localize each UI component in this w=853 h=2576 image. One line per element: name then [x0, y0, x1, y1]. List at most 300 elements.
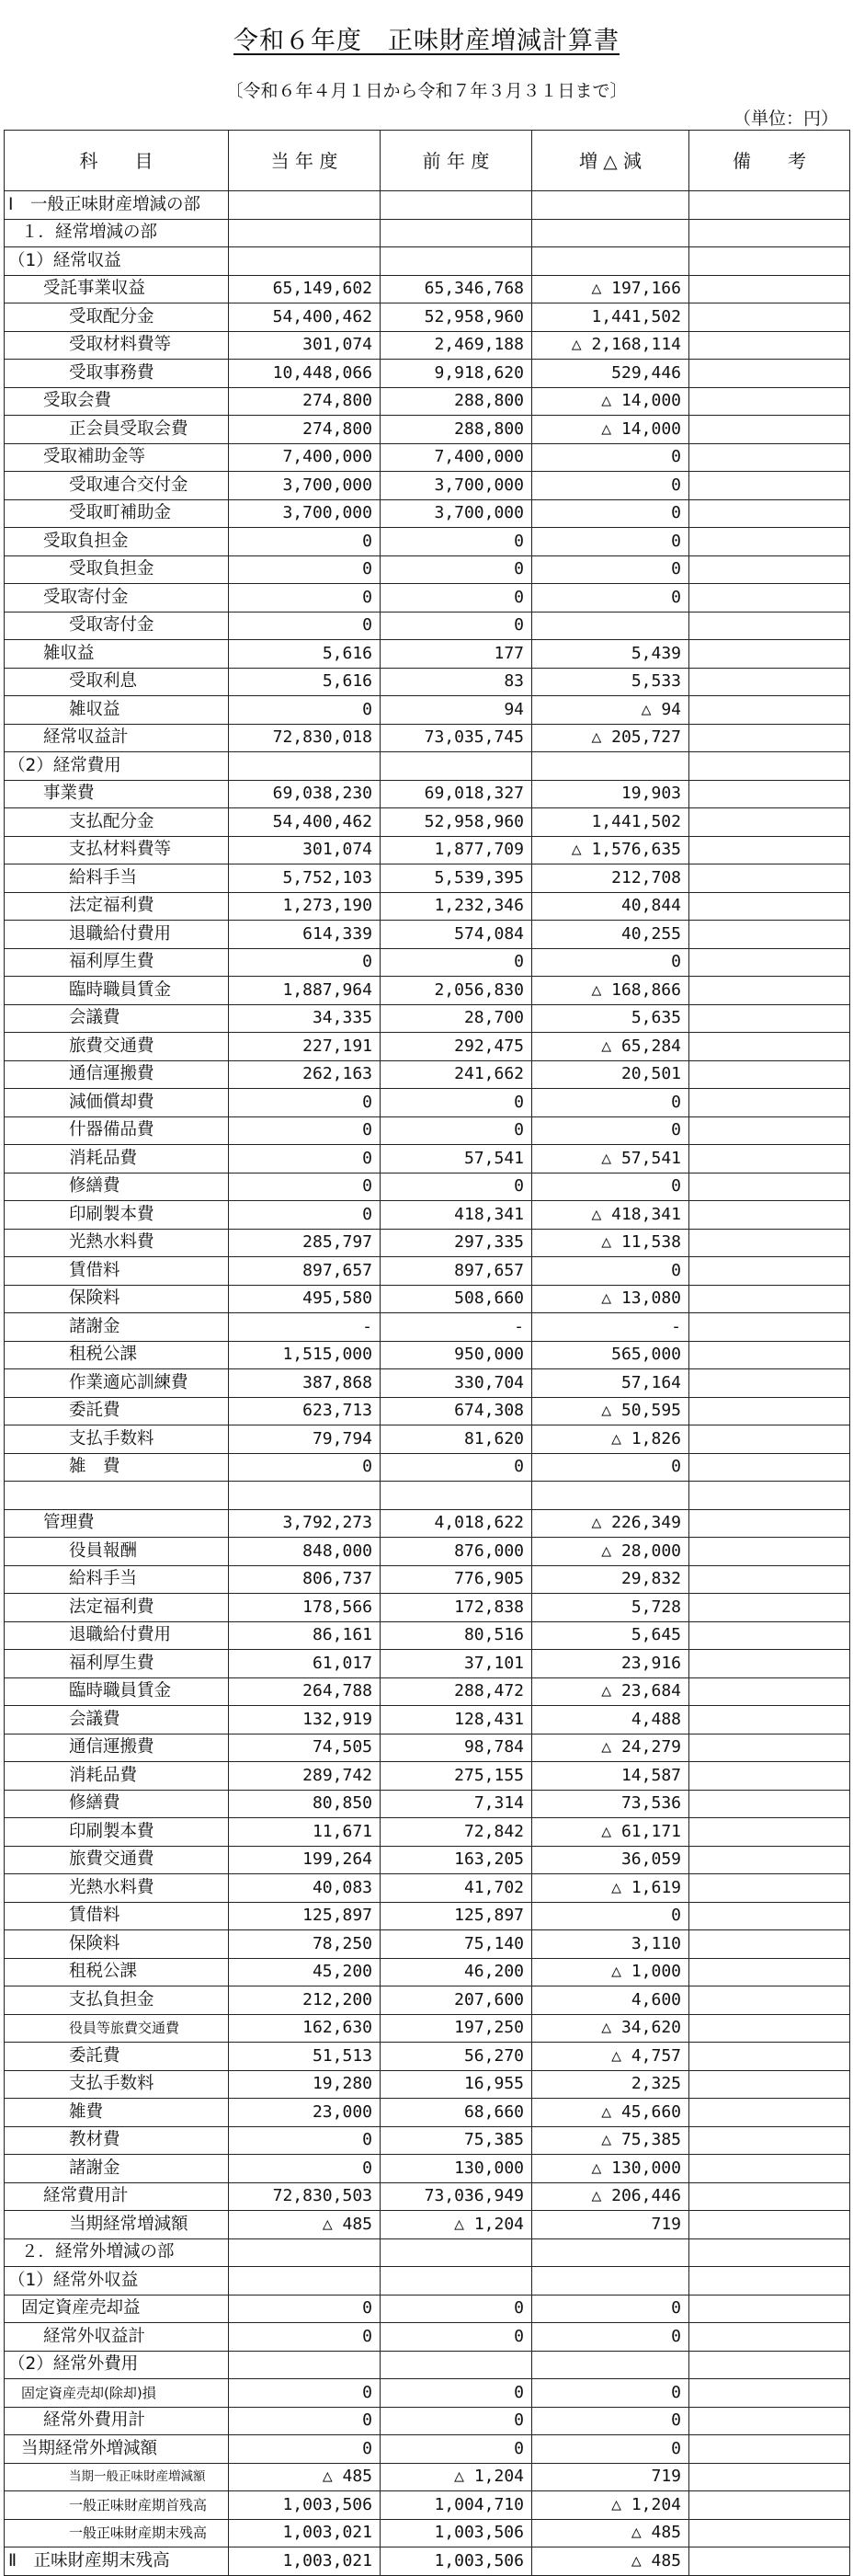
table-row — [5, 612, 850, 640]
remarks-cell — [689, 1313, 850, 1342]
change-cell: △ 1,000 — [532, 1958, 689, 1986]
current-year-cell — [229, 219, 381, 247]
remarks-cell — [689, 555, 850, 584]
current-year-cell: 0 — [229, 2379, 381, 2408]
account-cell: 雑 費 — [5, 1453, 229, 1482]
change-cell: 0 — [532, 2295, 689, 2323]
account-cell: （2）経常費用 — [5, 752, 229, 781]
remarks-cell — [689, 1482, 850, 1510]
remarks-cell — [689, 247, 850, 276]
change-cell: 5,645 — [532, 1621, 689, 1650]
unit-label: （単位：円） — [733, 109, 838, 129]
change-cell: △ 485 — [532, 2547, 689, 2576]
remarks-cell — [689, 1706, 850, 1735]
table-row — [5, 2407, 850, 2435]
current-year-cell: 5,752,103 — [229, 864, 381, 893]
previous-year-cell: 0 — [381, 528, 532, 556]
account-cell: 受取配分金 — [5, 303, 229, 332]
previous-year-cell: 330,704 — [381, 1369, 532, 1398]
previous-year-cell: 288,800 — [381, 387, 532, 416]
remarks-cell — [689, 808, 850, 837]
change-cell — [532, 752, 689, 781]
table-row — [5, 247, 850, 276]
previous-year-cell: 776,905 — [381, 1565, 532, 1594]
change-cell: △ 28,000 — [532, 1538, 689, 1566]
remarks-cell — [689, 2463, 850, 2491]
table-row — [5, 2238, 850, 2267]
table-row — [5, 2491, 850, 2520]
remarks-cell — [689, 1538, 850, 1566]
table-row — [5, 1538, 850, 1566]
change-cell: 0 — [532, 1902, 689, 1930]
header-current-year: 当 年 度 — [229, 131, 381, 191]
remarks-cell — [689, 2435, 850, 2464]
table-row — [5, 1369, 850, 1398]
previous-year-cell: 73,036,949 — [381, 2182, 532, 2211]
change-cell: △ 61,171 — [532, 1818, 689, 1847]
remarks-cell — [689, 1677, 850, 1706]
change-cell: △ 13,080 — [532, 1285, 689, 1313]
account-cell: 一般正味財産期首残高 — [5, 2491, 229, 2520]
change-cell — [532, 191, 689, 220]
account-cell: 修繕費 — [5, 1790, 229, 1818]
change-cell: △ 24,279 — [532, 1734, 689, 1762]
change-cell: - — [532, 1313, 689, 1342]
previous-year-cell: 1,004,710 — [381, 2491, 532, 2520]
table-row — [5, 2351, 850, 2379]
table-row — [5, 1650, 850, 1678]
account-cell — [5, 1482, 229, 1510]
account-cell: 経常外費用計 — [5, 2407, 229, 2435]
remarks-cell — [689, 2491, 850, 2520]
current-year-cell: - — [229, 1313, 381, 1342]
account-cell: 委託費 — [5, 1397, 229, 1425]
account-cell: 通信運搬費 — [5, 1734, 229, 1762]
change-cell: △ 23,684 — [532, 1677, 689, 1706]
table-body — [5, 191, 850, 2576]
remarks-cell — [689, 275, 850, 303]
current-year-cell: 1,003,506 — [229, 2491, 381, 2520]
change-cell: 5,728 — [532, 1594, 689, 1622]
table-row — [5, 472, 850, 500]
current-year-cell: 45,200 — [229, 1958, 381, 1986]
period-label: 〔令和６年４月１日から令和７年３月３１日まで〕 — [225, 81, 628, 101]
account-cell: 固定資産売却(除却)損 — [5, 2379, 229, 2408]
current-year-cell — [229, 752, 381, 781]
table-row — [5, 1313, 850, 1342]
table-row — [5, 1734, 850, 1762]
account-cell: 給料手当 — [5, 864, 229, 893]
previous-year-cell: 163,205 — [381, 1846, 532, 1874]
previous-year-cell: 950,000 — [381, 1341, 532, 1369]
previous-year-cell: 3,700,000 — [381, 472, 532, 500]
change-cell: △ 1,826 — [532, 1425, 689, 1454]
account-cell: 法定福利費 — [5, 892, 229, 921]
current-year-cell: 0 — [229, 2407, 381, 2435]
current-year-cell: 0 — [229, 1453, 381, 1482]
table-row — [5, 1958, 850, 1986]
header-change: 増 △ 減 — [532, 131, 689, 191]
previous-year-cell — [381, 2267, 532, 2296]
previous-year-cell — [381, 1482, 532, 1510]
remarks-cell — [689, 2295, 850, 2323]
current-year-cell: 72,830,018 — [229, 724, 381, 752]
previous-year-cell: 0 — [381, 1453, 532, 1482]
previous-year-cell: 241,662 — [381, 1060, 532, 1089]
previous-year-cell: 5,539,395 — [381, 864, 532, 893]
change-cell: 29,832 — [532, 1565, 689, 1594]
remarks-cell — [689, 1201, 850, 1230]
account-cell: 固定資産売却益 — [5, 2295, 229, 2323]
table-row — [5, 528, 850, 556]
previous-year-cell: 574,084 — [381, 921, 532, 949]
previous-year-cell: 28,700 — [381, 1004, 532, 1033]
change-cell: 23,916 — [532, 1650, 689, 1678]
previous-year-cell: 1,003,506 — [381, 2519, 532, 2547]
current-year-cell: 0 — [229, 1116, 381, 1145]
account-cell: 福利厚生費 — [5, 1650, 229, 1678]
remarks-cell — [689, 387, 850, 416]
remarks-cell — [689, 1257, 850, 1286]
remarks-cell — [689, 499, 850, 528]
current-year-cell: 86,161 — [229, 1621, 381, 1650]
change-cell: 14,587 — [532, 1762, 689, 1791]
account-cell: 保険料 — [5, 1930, 229, 1959]
remarks-cell — [689, 1594, 850, 1622]
change-cell: △ 1,619 — [532, 1874, 689, 1903]
table-row — [5, 1846, 850, 1874]
previous-year-cell: 197,250 — [381, 2014, 532, 2043]
account-cell: 旅費交通費 — [5, 1846, 229, 1874]
remarks-cell — [689, 1116, 850, 1145]
change-cell: △ 34,620 — [532, 2014, 689, 2043]
previous-year-cell: 292,475 — [381, 1033, 532, 1061]
account-cell: 修繕費 — [5, 1173, 229, 1201]
current-year-cell: 848,000 — [229, 1538, 381, 1566]
previous-year-cell: 98,784 — [381, 1734, 532, 1762]
change-cell: 719 — [532, 2463, 689, 2491]
previous-year-cell: 41,702 — [381, 1874, 532, 1903]
table-row — [5, 2014, 850, 2043]
previous-year-cell: 0 — [381, 555, 532, 584]
change-cell: △ 485 — [532, 2519, 689, 2547]
account-cell: ２．経常外増減の部 — [5, 2238, 229, 2267]
change-cell: 36,059 — [532, 1846, 689, 1874]
current-year-cell: 274,800 — [229, 416, 381, 444]
table-row — [5, 1116, 850, 1145]
account-cell: 法定福利費 — [5, 1594, 229, 1622]
change-cell: 0 — [532, 528, 689, 556]
table-row — [5, 1033, 850, 1061]
current-year-cell: 0 — [229, 2435, 381, 2464]
previous-year-cell: 73,035,745 — [381, 724, 532, 752]
table-row — [5, 443, 850, 472]
current-year-cell: 274,800 — [229, 387, 381, 416]
previous-year-cell — [381, 752, 532, 781]
remarks-cell — [689, 1621, 850, 1650]
previous-year-cell: 508,660 — [381, 1285, 532, 1313]
account-cell: 臨時職員賃金 — [5, 977, 229, 1005]
current-year-cell: 0 — [229, 528, 381, 556]
current-year-cell: △ 485 — [229, 2463, 381, 2491]
table-row — [5, 1706, 850, 1735]
previous-year-cell: 69,018,327 — [381, 780, 532, 808]
current-year-cell: 7,400,000 — [229, 443, 381, 472]
previous-year-cell: 65,346,768 — [381, 275, 532, 303]
previous-year-cell: 68,660 — [381, 2099, 532, 2127]
account-cell: 雑収益 — [5, 640, 229, 669]
table-row — [5, 2267, 850, 2296]
account-cell: 退職給付費用 — [5, 921, 229, 949]
change-cell: △ 1,204 — [532, 2491, 689, 2520]
account-cell: 当期経常増減額 — [5, 2211, 229, 2239]
remarks-cell — [689, 780, 850, 808]
table-row — [5, 275, 850, 303]
account-cell: 消耗品費 — [5, 1762, 229, 1791]
table-row — [5, 864, 850, 893]
previous-year-cell: 0 — [381, 584, 532, 613]
remarks-cell — [689, 2267, 850, 2296]
header-account: 科 目 — [5, 131, 229, 191]
previous-year-cell: 75,385 — [381, 2126, 532, 2155]
table-row — [5, 1986, 850, 2015]
table-row — [5, 2295, 850, 2323]
current-year-cell: 40,083 — [229, 1874, 381, 1903]
current-year-cell — [229, 2351, 381, 2379]
current-year-cell: 74,505 — [229, 1734, 381, 1762]
current-year-cell: 1,515,000 — [229, 1341, 381, 1369]
table-row — [5, 1594, 850, 1622]
statement-table — [4, 130, 850, 2576]
remarks-cell — [689, 696, 850, 725]
account-cell: 経常費用計 — [5, 2182, 229, 2211]
remarks-cell — [689, 1397, 850, 1425]
current-year-cell: 0 — [229, 2295, 381, 2323]
account-cell: 受取会費 — [5, 387, 229, 416]
previous-year-cell: 125,897 — [381, 1902, 532, 1930]
change-cell: 0 — [532, 1453, 689, 1482]
table-row — [5, 1790, 850, 1818]
previous-year-cell: 16,955 — [381, 2070, 532, 2099]
table-row — [5, 1902, 850, 1930]
previous-year-cell: 81,620 — [381, 1425, 532, 1454]
table-row — [5, 1453, 850, 1482]
table-row — [5, 1285, 850, 1313]
account-cell: 租税公課 — [5, 1958, 229, 1986]
account-cell: 支払負担金 — [5, 1986, 229, 2015]
previous-year-cell: 288,800 — [381, 416, 532, 444]
table-row — [5, 836, 850, 864]
current-year-cell: 0 — [229, 584, 381, 613]
previous-year-cell: 0 — [381, 2407, 532, 2435]
account-cell: 受取寄付金 — [5, 584, 229, 613]
remarks-cell — [689, 303, 850, 332]
previous-year-cell: 0 — [381, 948, 532, 977]
remarks-cell — [689, 1762, 850, 1791]
previous-year-cell: 7,314 — [381, 1790, 532, 1818]
current-year-cell: 162,630 — [229, 2014, 381, 2043]
account-cell: 受取負担金 — [5, 555, 229, 584]
account-cell: （1）経常外収益 — [5, 2267, 229, 2296]
account-cell: 旅費交通費 — [5, 1033, 229, 1061]
previous-year-cell: 897,657 — [381, 1257, 532, 1286]
current-year-cell: 78,250 — [229, 1930, 381, 1959]
remarks-cell — [689, 892, 850, 921]
account-cell: 役員等旅費交通費 — [5, 2014, 229, 2043]
remarks-cell — [689, 977, 850, 1005]
account-cell: 役員報酬 — [5, 1538, 229, 1566]
remarks-cell — [689, 640, 850, 669]
previous-year-cell: 52,958,960 — [381, 808, 532, 837]
table-row — [5, 1930, 850, 1959]
previous-year-cell: 80,516 — [381, 1621, 532, 1650]
change-cell: 565,000 — [532, 1341, 689, 1369]
current-year-cell: 61,017 — [229, 1650, 381, 1678]
remarks-cell — [689, 1285, 850, 1313]
change-cell: △ 205,727 — [532, 724, 689, 752]
current-year-cell: 54,400,462 — [229, 303, 381, 332]
change-cell: △ 57,541 — [532, 1145, 689, 1174]
change-cell: △ 11,538 — [532, 1229, 689, 1257]
table-row — [5, 331, 850, 360]
remarks-cell — [689, 1790, 850, 1818]
current-year-cell: 0 — [229, 2323, 381, 2352]
previous-year-cell: 128,431 — [381, 1706, 532, 1735]
account-cell: 委託費 — [5, 2043, 229, 2071]
remarks-cell — [689, 1173, 850, 1201]
previous-year-cell: 75,140 — [381, 1930, 532, 1959]
table-row — [5, 1565, 850, 1594]
account-cell: Ⅱ 正味財産期末残高 — [5, 2547, 229, 2576]
previous-year-cell: △ 1,204 — [381, 2211, 532, 2239]
current-year-cell: 495,580 — [229, 1285, 381, 1313]
previous-year-cell: 418,341 — [381, 1201, 532, 1230]
account-cell: １．経常増減の部 — [5, 219, 229, 247]
current-year-cell: 0 — [229, 696, 381, 725]
current-year-cell: 227,191 — [229, 1033, 381, 1061]
table-row — [5, 2155, 850, 2183]
remarks-cell — [689, 1033, 850, 1061]
remarks-cell — [689, 2547, 850, 2576]
current-year-cell: 1,003,021 — [229, 2519, 381, 2547]
account-cell: 一般正味財産期末残高 — [5, 2519, 229, 2547]
change-cell: △ 14,000 — [532, 416, 689, 444]
current-year-cell: 806,737 — [229, 1565, 381, 1594]
remarks-cell — [689, 2014, 850, 2043]
table-row — [5, 555, 850, 584]
header-previous-year: 前 年 度 — [381, 131, 532, 191]
current-year-cell: 289,742 — [229, 1762, 381, 1791]
table-row — [5, 387, 850, 416]
account-cell: 管理費 — [5, 1509, 229, 1538]
previous-year-cell: 3,700,000 — [381, 499, 532, 528]
previous-year-cell: 0 — [381, 1116, 532, 1145]
table-row — [5, 1089, 850, 1117]
account-cell: 事業費 — [5, 780, 229, 808]
account-cell: 受取町補助金 — [5, 499, 229, 528]
current-year-cell: 3,700,000 — [229, 472, 381, 500]
current-year-cell: 0 — [229, 612, 381, 640]
current-year-cell: 0 — [229, 2126, 381, 2155]
remarks-cell — [689, 948, 850, 977]
previous-year-cell — [381, 2351, 532, 2379]
change-cell: 0 — [532, 2379, 689, 2408]
current-year-cell: 3,792,273 — [229, 1509, 381, 1538]
table-row — [5, 808, 850, 837]
current-year-cell: 19,280 — [229, 2070, 381, 2099]
table-row — [5, 584, 850, 613]
remarks-cell — [689, 1060, 850, 1089]
account-cell: 光熱水料費 — [5, 1229, 229, 1257]
table-row — [5, 2070, 850, 2099]
change-cell: 20,501 — [532, 1060, 689, 1089]
account-cell: 印刷製本費 — [5, 1201, 229, 1230]
table-row — [5, 724, 850, 752]
change-cell: 73,536 — [532, 1790, 689, 1818]
previous-year-cell: 876,000 — [381, 1538, 532, 1566]
change-cell: 40,844 — [532, 892, 689, 921]
current-year-cell — [229, 2267, 381, 2296]
account-cell: 受取材料費等 — [5, 331, 229, 360]
table-row — [5, 892, 850, 921]
previous-year-cell: 9,918,620 — [381, 360, 532, 388]
account-cell: 支払配分金 — [5, 808, 229, 837]
table-row — [5, 1229, 850, 1257]
current-year-cell: 23,000 — [229, 2099, 381, 2127]
change-cell: 3,110 — [532, 1930, 689, 1959]
table-row — [5, 2379, 850, 2408]
current-year-cell: 0 — [229, 1201, 381, 1230]
account-cell: 減価償却費 — [5, 1089, 229, 1117]
account-cell: 賃借料 — [5, 1257, 229, 1286]
table-row — [5, 1509, 850, 1538]
current-year-cell: △ 485 — [229, 2211, 381, 2239]
change-cell: △ 50,595 — [532, 1397, 689, 1425]
remarks-cell — [689, 1565, 850, 1594]
change-cell: △ 4,757 — [532, 2043, 689, 2071]
account-cell: 当期経常外増減額 — [5, 2435, 229, 2464]
account-cell: 印刷製本費 — [5, 1818, 229, 1847]
current-year-cell: 0 — [229, 1145, 381, 1174]
account-cell: 什器備品費 — [5, 1116, 229, 1145]
previous-year-cell: 297,335 — [381, 1229, 532, 1257]
change-cell: △ 94 — [532, 696, 689, 725]
remarks-cell — [689, 1089, 850, 1117]
account-cell: 教材費 — [5, 2126, 229, 2155]
account-cell: 退職給付費用 — [5, 1621, 229, 1650]
account-cell: 会議費 — [5, 1004, 229, 1033]
remarks-cell — [689, 472, 850, 500]
change-cell: 0 — [532, 499, 689, 528]
account-cell: 支払材料費等 — [5, 836, 229, 864]
account-cell: 会議費 — [5, 1706, 229, 1735]
previous-year-cell: 130,000 — [381, 2155, 532, 2183]
table-row — [5, 1257, 850, 1286]
current-year-cell: 301,074 — [229, 331, 381, 360]
change-cell: 1,441,502 — [532, 303, 689, 332]
previous-year-cell: 1,232,346 — [381, 892, 532, 921]
current-year-cell: 897,657 — [229, 1257, 381, 1286]
table-row — [5, 921, 850, 949]
remarks-cell — [689, 1509, 850, 1538]
current-year-cell: 3,700,000 — [229, 499, 381, 528]
current-year-cell: 0 — [229, 1089, 381, 1117]
change-cell — [532, 219, 689, 247]
previous-year-cell: 0 — [381, 612, 532, 640]
remarks-cell — [689, 1846, 850, 1874]
current-year-cell: 51,513 — [229, 2043, 381, 2071]
remarks-cell — [689, 1341, 850, 1369]
